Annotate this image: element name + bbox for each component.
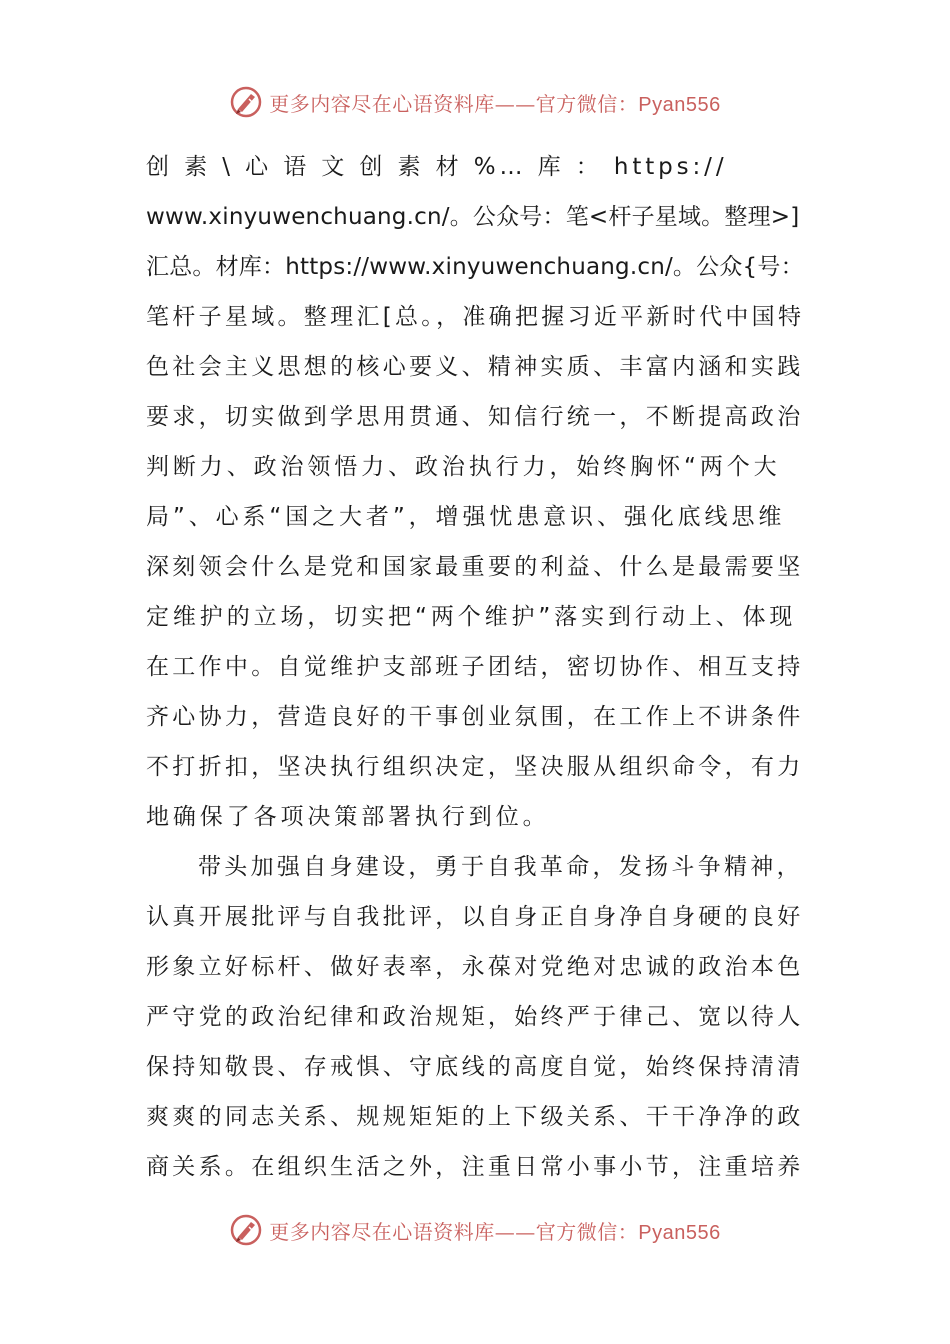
text-line: 深刻领会什么是党和国家最重要的利益、什么是最需要坚 <box>146 554 804 580</box>
text-line: 局”、心系“国之大者”，增强忧患意识、强化底线思维 <box>146 504 786 530</box>
text-line: 爽爽的同志关系、规规矩矩的上下级关系、干干净净的政 <box>146 1104 804 1130</box>
text-line: 齐心协力，营造良好的干事创业氛围，在工作上不讲条件 <box>146 704 804 730</box>
text-line: 在工作中。自觉维护支部班子团结，密切协作、相互支持 <box>146 654 804 680</box>
footer-banner <box>0 1208 950 1252</box>
text-line: 地确保了各项决策部署执行到位。 <box>146 804 550 830</box>
banner-slogan: 更多内容尽在心语资料库——官方微信： <box>269 1219 639 1244</box>
text-line: 笔杆子星域。整理汇[总。，准确把握习近平新时代中国特 <box>146 304 804 330</box>
text-line: 汇总。材库：https://www.xinyuwenchuang.cn/。公众{号： <box>146 254 804 280</box>
text-line: 不打折扣，坚决执行组织决定，坚决服从组织命令，有力 <box>146 754 804 780</box>
text-line: 严守党的政治纪律和政治规矩，始终严于律己、宽以待人 <box>146 1004 804 1030</box>
banner-account: Pyan556 <box>638 1221 721 1244</box>
text-line: 商关系。在组织生活之外，注重日常小事小节，注重培养 <box>146 1154 804 1180</box>
pen-logo-icon <box>229 1213 263 1247</box>
text-line: 定维护的立场，切实把“两个维护”落实到行动上、体现 <box>146 604 797 630</box>
text-line: www.xinyuwenchuang.cn/。公众号：笔<杆子星域。整理>] <box>146 204 800 230</box>
header-banner <box>0 80 950 124</box>
banner-slogan: 更多内容尽在心语资料库——官方微信： <box>269 91 639 116</box>
banner-text <box>269 88 720 117</box>
banner-text <box>269 1216 720 1245</box>
document-body <box>146 142 804 1192</box>
text-line: 认真开展批评与自我批评，以自身正自身净自身硬的良好 <box>146 904 804 930</box>
pen-logo-icon <box>229 85 263 119</box>
text-line: 要求，切实做到学思用贯通、知信行统一，不断提高政治 <box>146 404 804 430</box>
text-line: 色社会主义思想的核心要义、精神实质、丰富内涵和实践 <box>146 354 804 380</box>
banner-account: Pyan556 <box>638 93 721 116</box>
text-line: 保持知敬畏、存戒惧、守底线的高度自觉，始终保持清清 <box>146 1054 804 1080</box>
text-line: 带头加强自身建设，勇于自我革命，发扬斗争精神， <box>198 854 803 880</box>
text-line: 形象立好标杆、做好表率，永葆对党绝对忠诚的政治本色 <box>146 954 804 980</box>
text-line: 创 素 \ 心 语 文 创 素 材 %… 库 ： https:// <box>146 154 728 180</box>
text-line: 判断力、政治领悟力、政治执行力，始终胸怀“两个大 <box>146 454 781 480</box>
